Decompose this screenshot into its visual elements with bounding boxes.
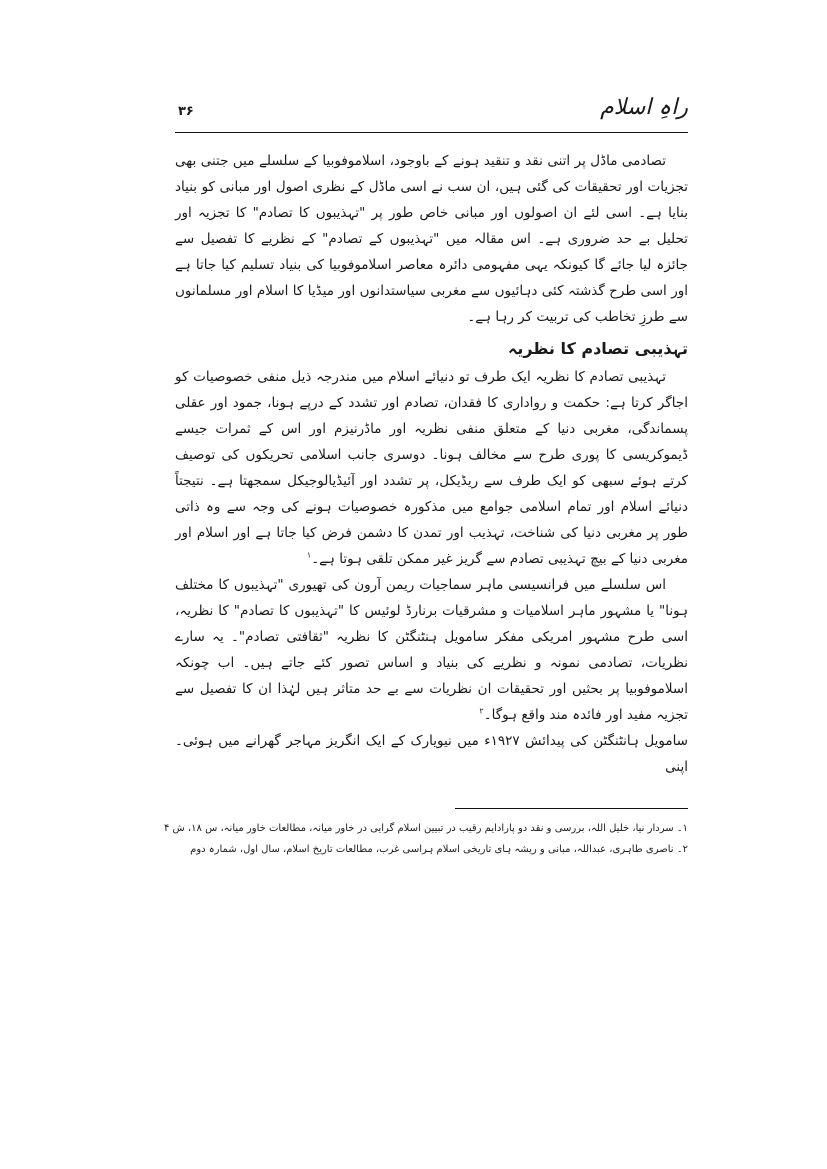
section-heading: تہذیبی تصادم کا نظریہ — [507, 339, 688, 358]
footnote-reference[interactable]: ۱ — [306, 550, 312, 560]
paragraph-text: تہذیبی تصادم کا نظریہ ایک طرف تو دنیائے اسلام میں مندرجہ ذیل منفی خصوصیات کو اجاگر کرتا ہے: حکمت و رواداری کا فقدان، تصادم اور تشدد کے درپے ہونا، جمود اور عقلی پسماندگی، مغربی دنیا کے متعلق منفی نظریہ اور ماڈرنیزم اور اس کے ثمرات جیسے ڈیموکریسی کا پوری طرح سے مخالف ہونا۔ دوسری جانب اسلامی تحریکوں کی توصیف کرتے ہوئے سبھی کو ایک طرف سے ریڈیکل، پر تشدد اور آئیڈیالوجیکل سمجھتا ہے۔ نتیجتاً دنیائے اسلام اور تمام اسلامی جوامع میں مذکورہ خصوصیات ہونے کی وجہ سے وہ ذاتی طور پر مغربی دنیا کی شناخت، تہذیب اور تمدن کا دشمن فرض کیا جاتا ہے اور اسلام اور مغربی دنیا کے بیچ تہذیبی تصادم سے گریز غیر ممکن تلقی ہوتا ہے۔ — [175, 369, 688, 567]
article-body — [175, 148, 688, 780]
paragraph-text: سامویل ہانٹنگٹن کی پیدائش ۱۹۲۷ء میں نیویارک کے ایک انگریز مہاجر گھرانے میں ہوئی۔ اپنی — [175, 733, 688, 775]
header-rule — [175, 132, 688, 133]
footnotes — [163, 818, 688, 860]
page-number: ۳۶ — [178, 104, 194, 119]
paragraph-text: تصادمی ماڈل پر اتنی نقد و تنقید ہونے کے باوجود، اسلاموفوبیا کے سلسلے میں جتنی بھی تجزیات اور تحقیقات کی گئی ہیں، ان سب نے اسی ماڈل کے نظری اصول اور مبانی کو بنیاد بنایا ہے۔ اسی لئے ان اصولوں اور مبانی خاص طور پر "تہذیبوں کا تصادم" کا تجزیہ اور تحلیل بے حد ضروری ہے۔ اس مقالہ میں "تہذیبوں کے تصادم" کے نظریے کا تفصیل سے جائزہ لیا جائے گا کیونکہ یہی مفہومی دائرہ معاصر اسلاموفوبیا کی بنیاد تسلیم کیا جاتا ہے اور اسی طرح گذشتہ کئی دہائیوں سے مغربی سیاستدانوں اور میڈیا کا اسلام اور مسلمانوں سے طرزِ تخاطب کی تربیت کر رہا ہے۔ — [175, 153, 688, 325]
paragraph-text: اس سلسلے میں فرانسیسی ماہر سماجیات ریمن آرون کی تھیوری "تہذیبوں کا مختلف ہونا" یا مشہور ماہر اسلامیات و مشرقیات برنارڈ لوئیس کا "تہذیبوں کا تصادم" کا نظریہ، اسی طرح مشہور امریکی مفکر سامویل ہنٹنگٹن کا نظریہ "ثقافتی تصادم"۔ یہ سارے نظریات، تصادمی نمونہ و نظریے کی بنیاد و اساس تصور کئے جاتے ہیں۔ اب چونکہ اسلاموفوبیا پر بحثیں اور تحقیقات ان نظریات سے بے حد متاثر ہیں لہٰذا ان کا تفصیل سے تجزیہ مفید اور فائدہ مند واقع ہوگا۔ — [175, 577, 688, 723]
footnote: ۱۔ سردار نیا، خلیل اللہ، بررسی و نقد دو پارادایم رقیب در تبیین اسلام گرایی در خاور میانہ، مطالعات خاور میانہ، س ۱۸، ش ۴ — [163, 823, 688, 834]
footnote-separator — [455, 808, 688, 809]
running-title: راہِ اسلام — [600, 95, 688, 120]
paragraph — [175, 728, 688, 780]
footnote-reference[interactable]: ۲ — [479, 706, 484, 716]
paragraph — [175, 148, 688, 330]
footnote: ۲۔ ناصری طاہری، عبداللہ، مبانی و ریشہ ہای تاریخی اسلام ہراسی غرب، مطالعات تاریخ اسلام، سال اول، شمارہ دوم — [190, 844, 688, 855]
paragraph — [175, 572, 688, 728]
page-header — [175, 95, 688, 129]
paragraph — [175, 364, 688, 572]
